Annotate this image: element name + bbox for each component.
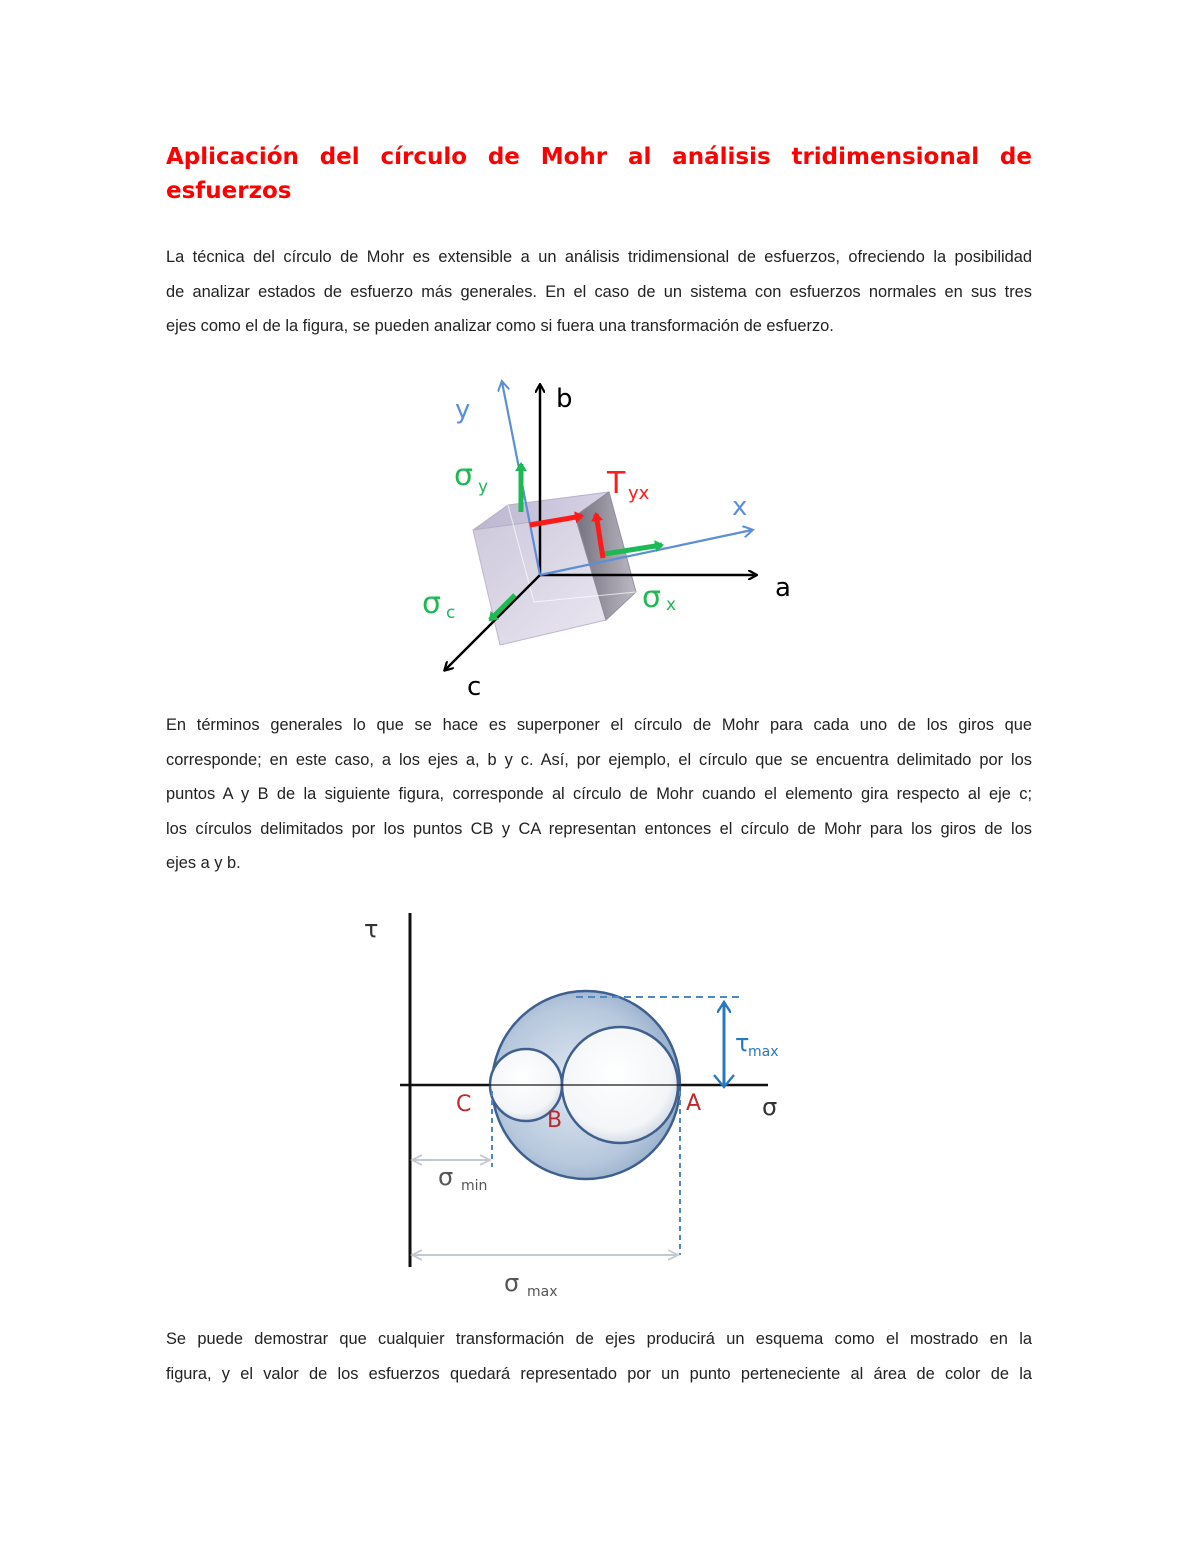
axis-x-label: x [732, 492, 748, 522]
svg-text:yx: yx [628, 483, 650, 504]
mohr-circles-figure [350, 905, 800, 1305]
paragraph-line: ejes a y b. [166, 854, 241, 872]
page-title [166, 140, 1032, 208]
svg-text:σ: σ [504, 1269, 520, 1297]
paragraph-line: de analizar estados de esfuerzo más generales. En el caso de un sistema con esfuerzos normales en sus tres [166, 282, 1032, 301]
axis-y-label: y [455, 395, 471, 425]
paragraph-intro [166, 240, 1032, 344]
tau-max-label [735, 1029, 779, 1060]
svg-text:τ: τ [735, 1029, 750, 1057]
paragraph-line: figura, y el valor de los esfuerzos quedará representado por un punto perteneciente al área de color de la [166, 1364, 1032, 1383]
sigma-axis-label: σ [762, 1093, 778, 1121]
paragraph-line: En términos generales lo que se hace es superponer el círculo de Mohr para cada uno de los giros que [166, 716, 1032, 734]
paragraph-line: ejes como el de la figura, se pueden analizar como si fuera una transformación de esfuerzo. [166, 317, 834, 335]
svg-text:σ: σ [422, 586, 442, 621]
axis-c-label: c [467, 672, 482, 700]
tau-yx-label [606, 466, 650, 504]
sigma-x-label [642, 580, 676, 615]
svg-text:max: max [527, 1284, 558, 1300]
tau-axis-label: τ [364, 915, 379, 943]
stress-cube [473, 492, 636, 645]
svg-text:y: y [478, 477, 489, 497]
svg-text:x: x [666, 595, 677, 615]
svg-text:max: max [748, 1044, 779, 1060]
paragraph-line: corresponde; en este caso, a los ejes a, b y c. Así, por ejemplo, el círculo que se encuentra delimitado por los [166, 750, 1032, 769]
sigma-min-label [438, 1163, 487, 1194]
svg-text:σ: σ [438, 1163, 454, 1191]
point-c-label: C [456, 1092, 472, 1117]
title-line-1: Aplicación del círculo de Mohr al análisis tridimensional de [166, 144, 1032, 170]
axis-b-label: b [556, 384, 573, 414]
svg-text:σ: σ [454, 458, 474, 493]
paragraph-conclusion [166, 1322, 1032, 1391]
paragraph-explanation [166, 708, 1032, 881]
svg-text:c: c [446, 603, 456, 623]
paragraph-line: La técnica del círculo de Mohr es extensible a un análisis tridimensional de esfuerzos, ofreciendo la posibilidad [166, 248, 1032, 266]
svg-text:min: min [461, 1178, 488, 1194]
point-a-label: A [686, 1091, 702, 1116]
svg-text:σ: σ [642, 580, 662, 615]
sigma-c-label [422, 586, 455, 623]
axis-a-label: a [775, 573, 791, 603]
stress-element-diagram [410, 370, 810, 700]
paragraph-line: Se puede demostrar que cualquier transformación de ejes producirá un esquema como el mostrado en la [166, 1330, 1032, 1348]
point-b-label: B [547, 1108, 563, 1133]
paragraph-line: los círculos delimitados por los puntos CB y CA representan entonces el círculo de Mohr para los giros de los [166, 819, 1032, 838]
sigma-max-label [504, 1269, 558, 1300]
sigma-y-label [454, 458, 488, 497]
title-line-2: esfuerzos [166, 178, 292, 204]
paragraph-line: puntos A y B de la siguiente figura, corresponde al círculo de Mohr cuando el elemento gira respecto al eje c; [166, 785, 1032, 803]
stress-element-figure [410, 370, 810, 700]
mohr-circles-diagram [350, 905, 800, 1305]
svg-text:T: T [607, 466, 626, 501]
